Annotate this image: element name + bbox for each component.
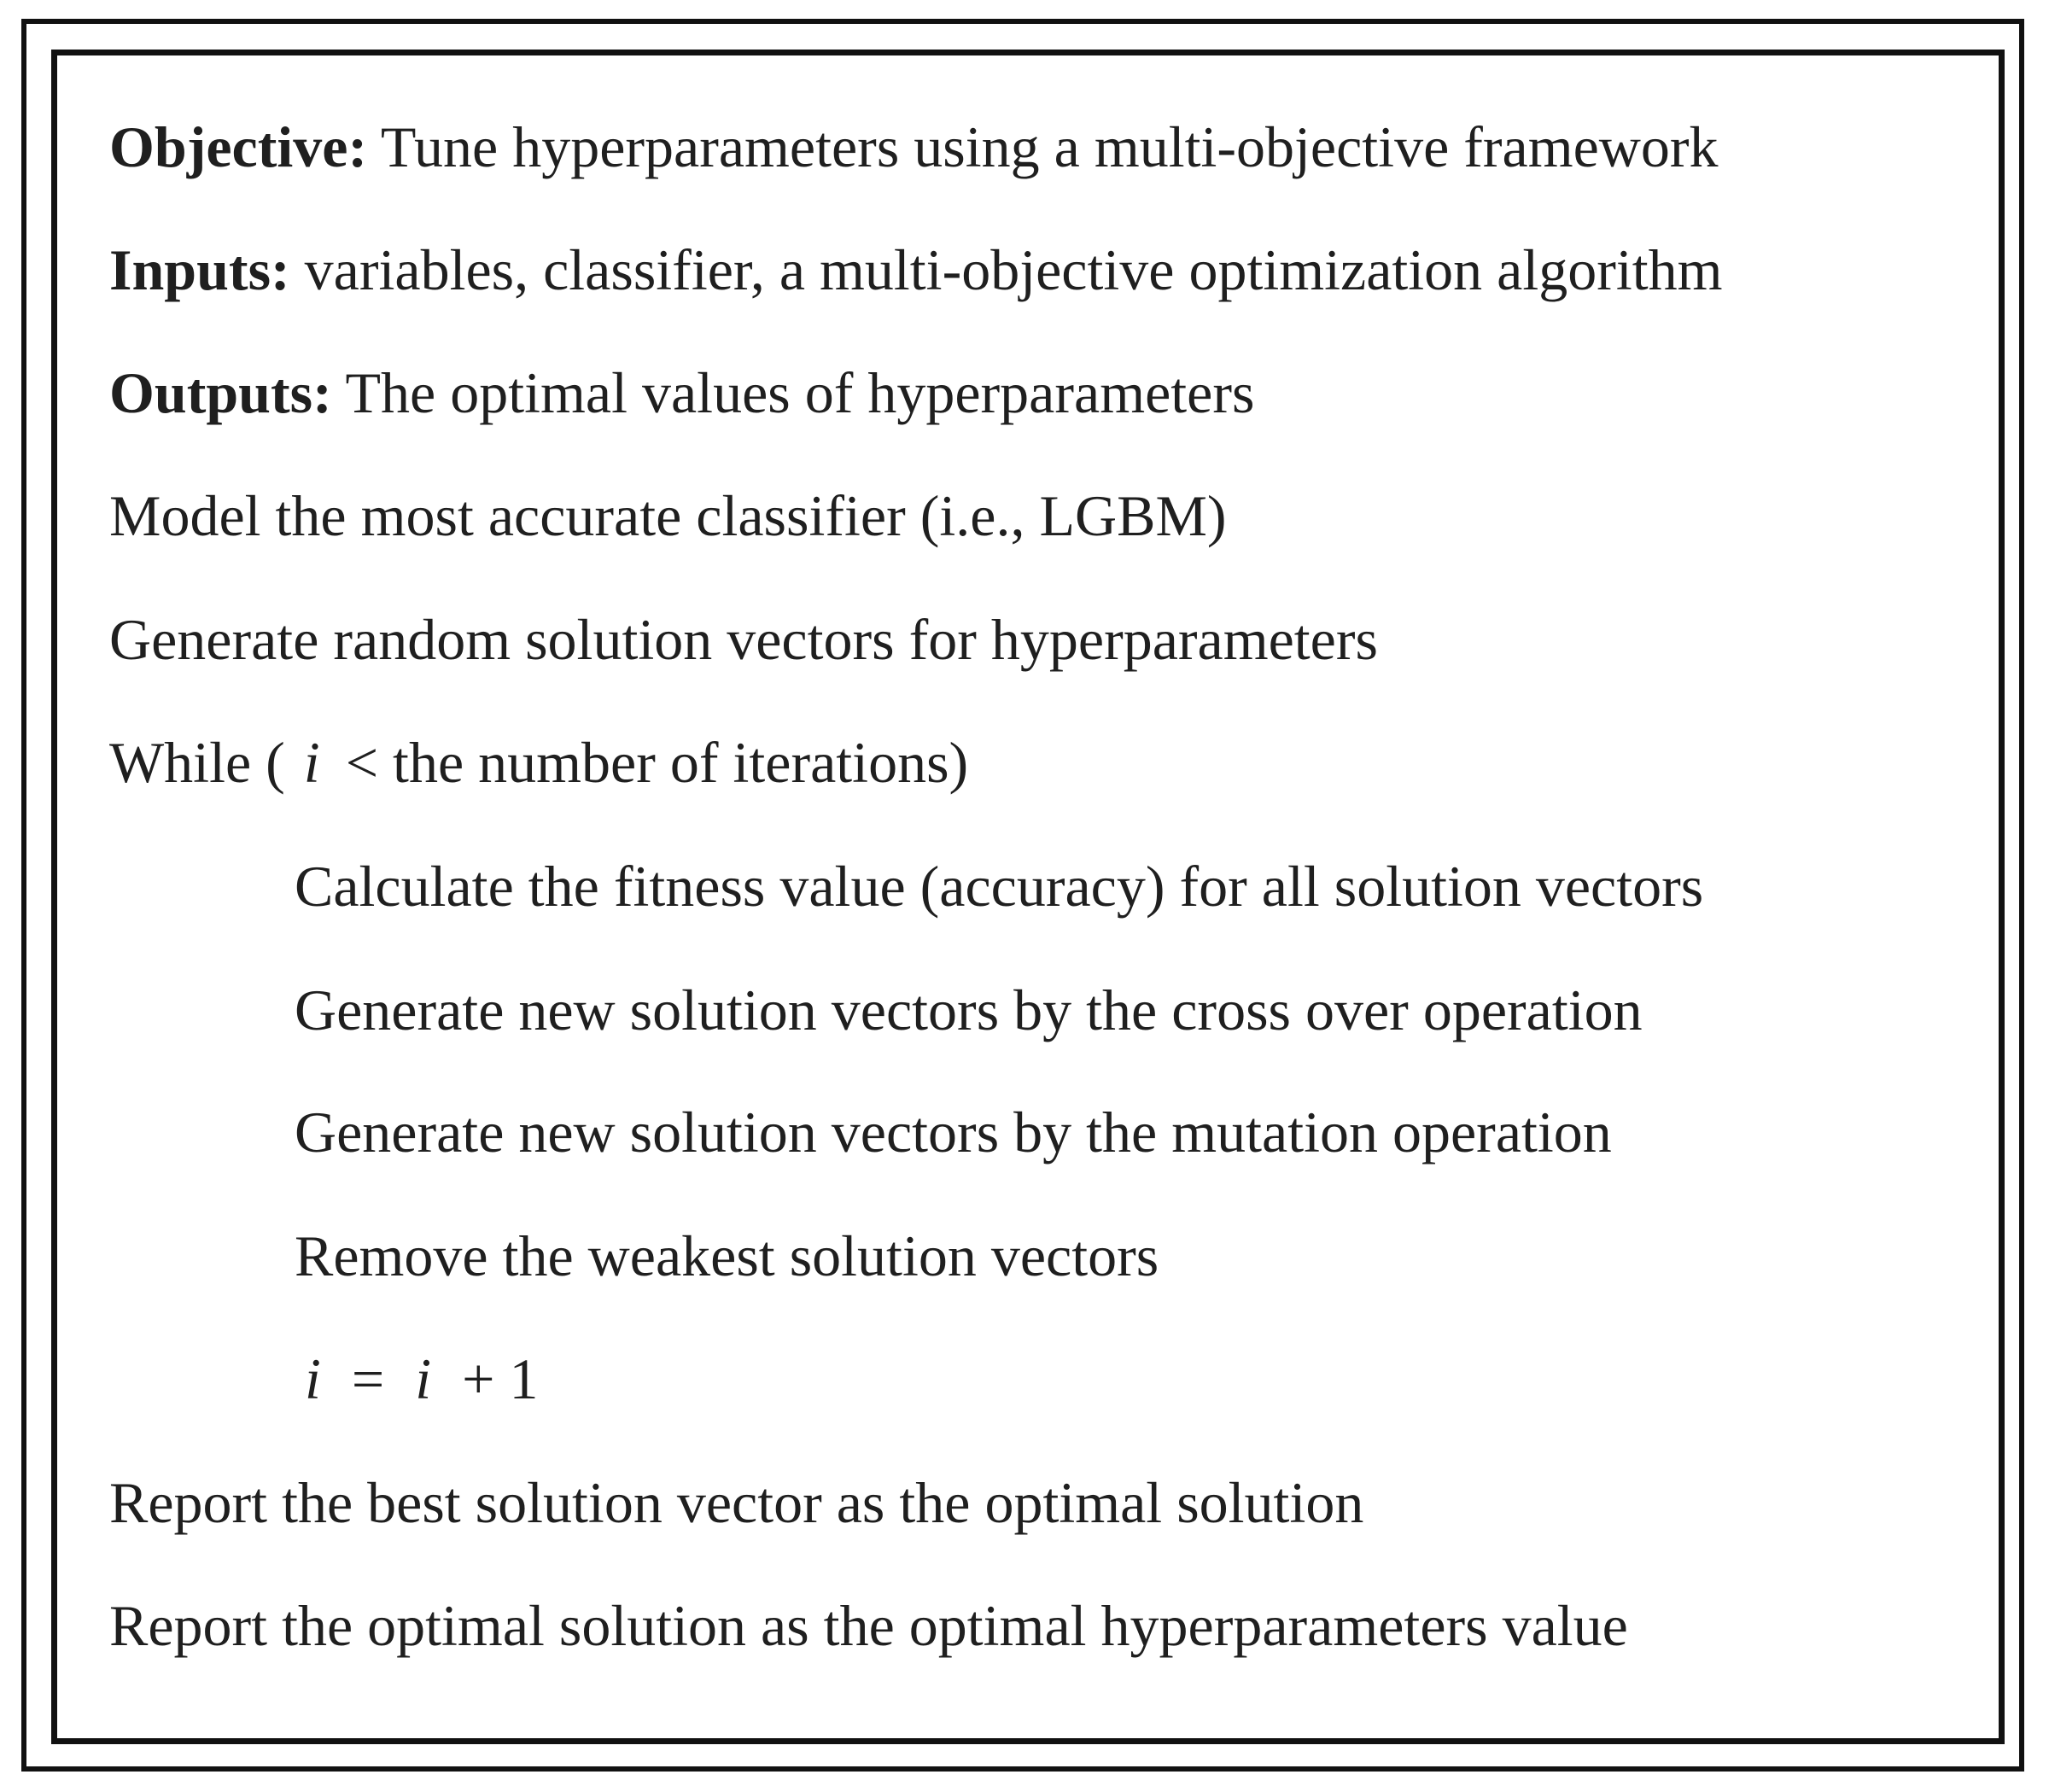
increment-lhs: i [305,1346,321,1411]
increment-equals: = [351,1346,385,1411]
while-line [109,728,968,797]
outputs-label: Outputs: [109,360,332,425]
while-variable: i [303,730,320,795]
report-optimal-line: Report the optimal solution as the optimal hyperparameters value [109,1593,1628,1658]
report-best-line: Report the best solution vector as the optimal solution [109,1470,1364,1535]
inputs-label: Inputs: [109,237,290,302]
while-prefix: While ( [109,730,285,795]
outputs-text: The optimal values of hyperparameters [331,360,1255,425]
fitness-line: Calculate the fitness value (accuracy) for all solution vectors [295,854,1704,919]
outputs-line [109,359,1254,427]
inputs-line [109,236,1723,304]
mutation-line: Generate new solution vectors by the mutation operation [295,1100,1612,1165]
objective-line [109,113,1719,181]
model-line: Model the most accurate classifier (i.e., LGBM) [109,483,1227,548]
increment-line [295,1345,539,1413]
objective-label: Objective: [109,114,368,179]
crossover-line: Generate new solution vectors by the cross over operation [295,978,1643,1042]
increment-rhs-rest: + 1 [462,1346,539,1411]
objective-text: Tune hyperparameters using a multi-objective framework [367,114,1719,179]
inputs-text: variables, classifier, a multi-objective optimization algorithm [289,237,1723,302]
while-suffix: < the number of iterations) [345,730,969,795]
generate-line: Generate random solution vectors for hyperparameters [109,607,1378,672]
remove-line: Remove the weakest solution vectors [295,1223,1159,1288]
increment-rhs-var: i [415,1346,432,1411]
